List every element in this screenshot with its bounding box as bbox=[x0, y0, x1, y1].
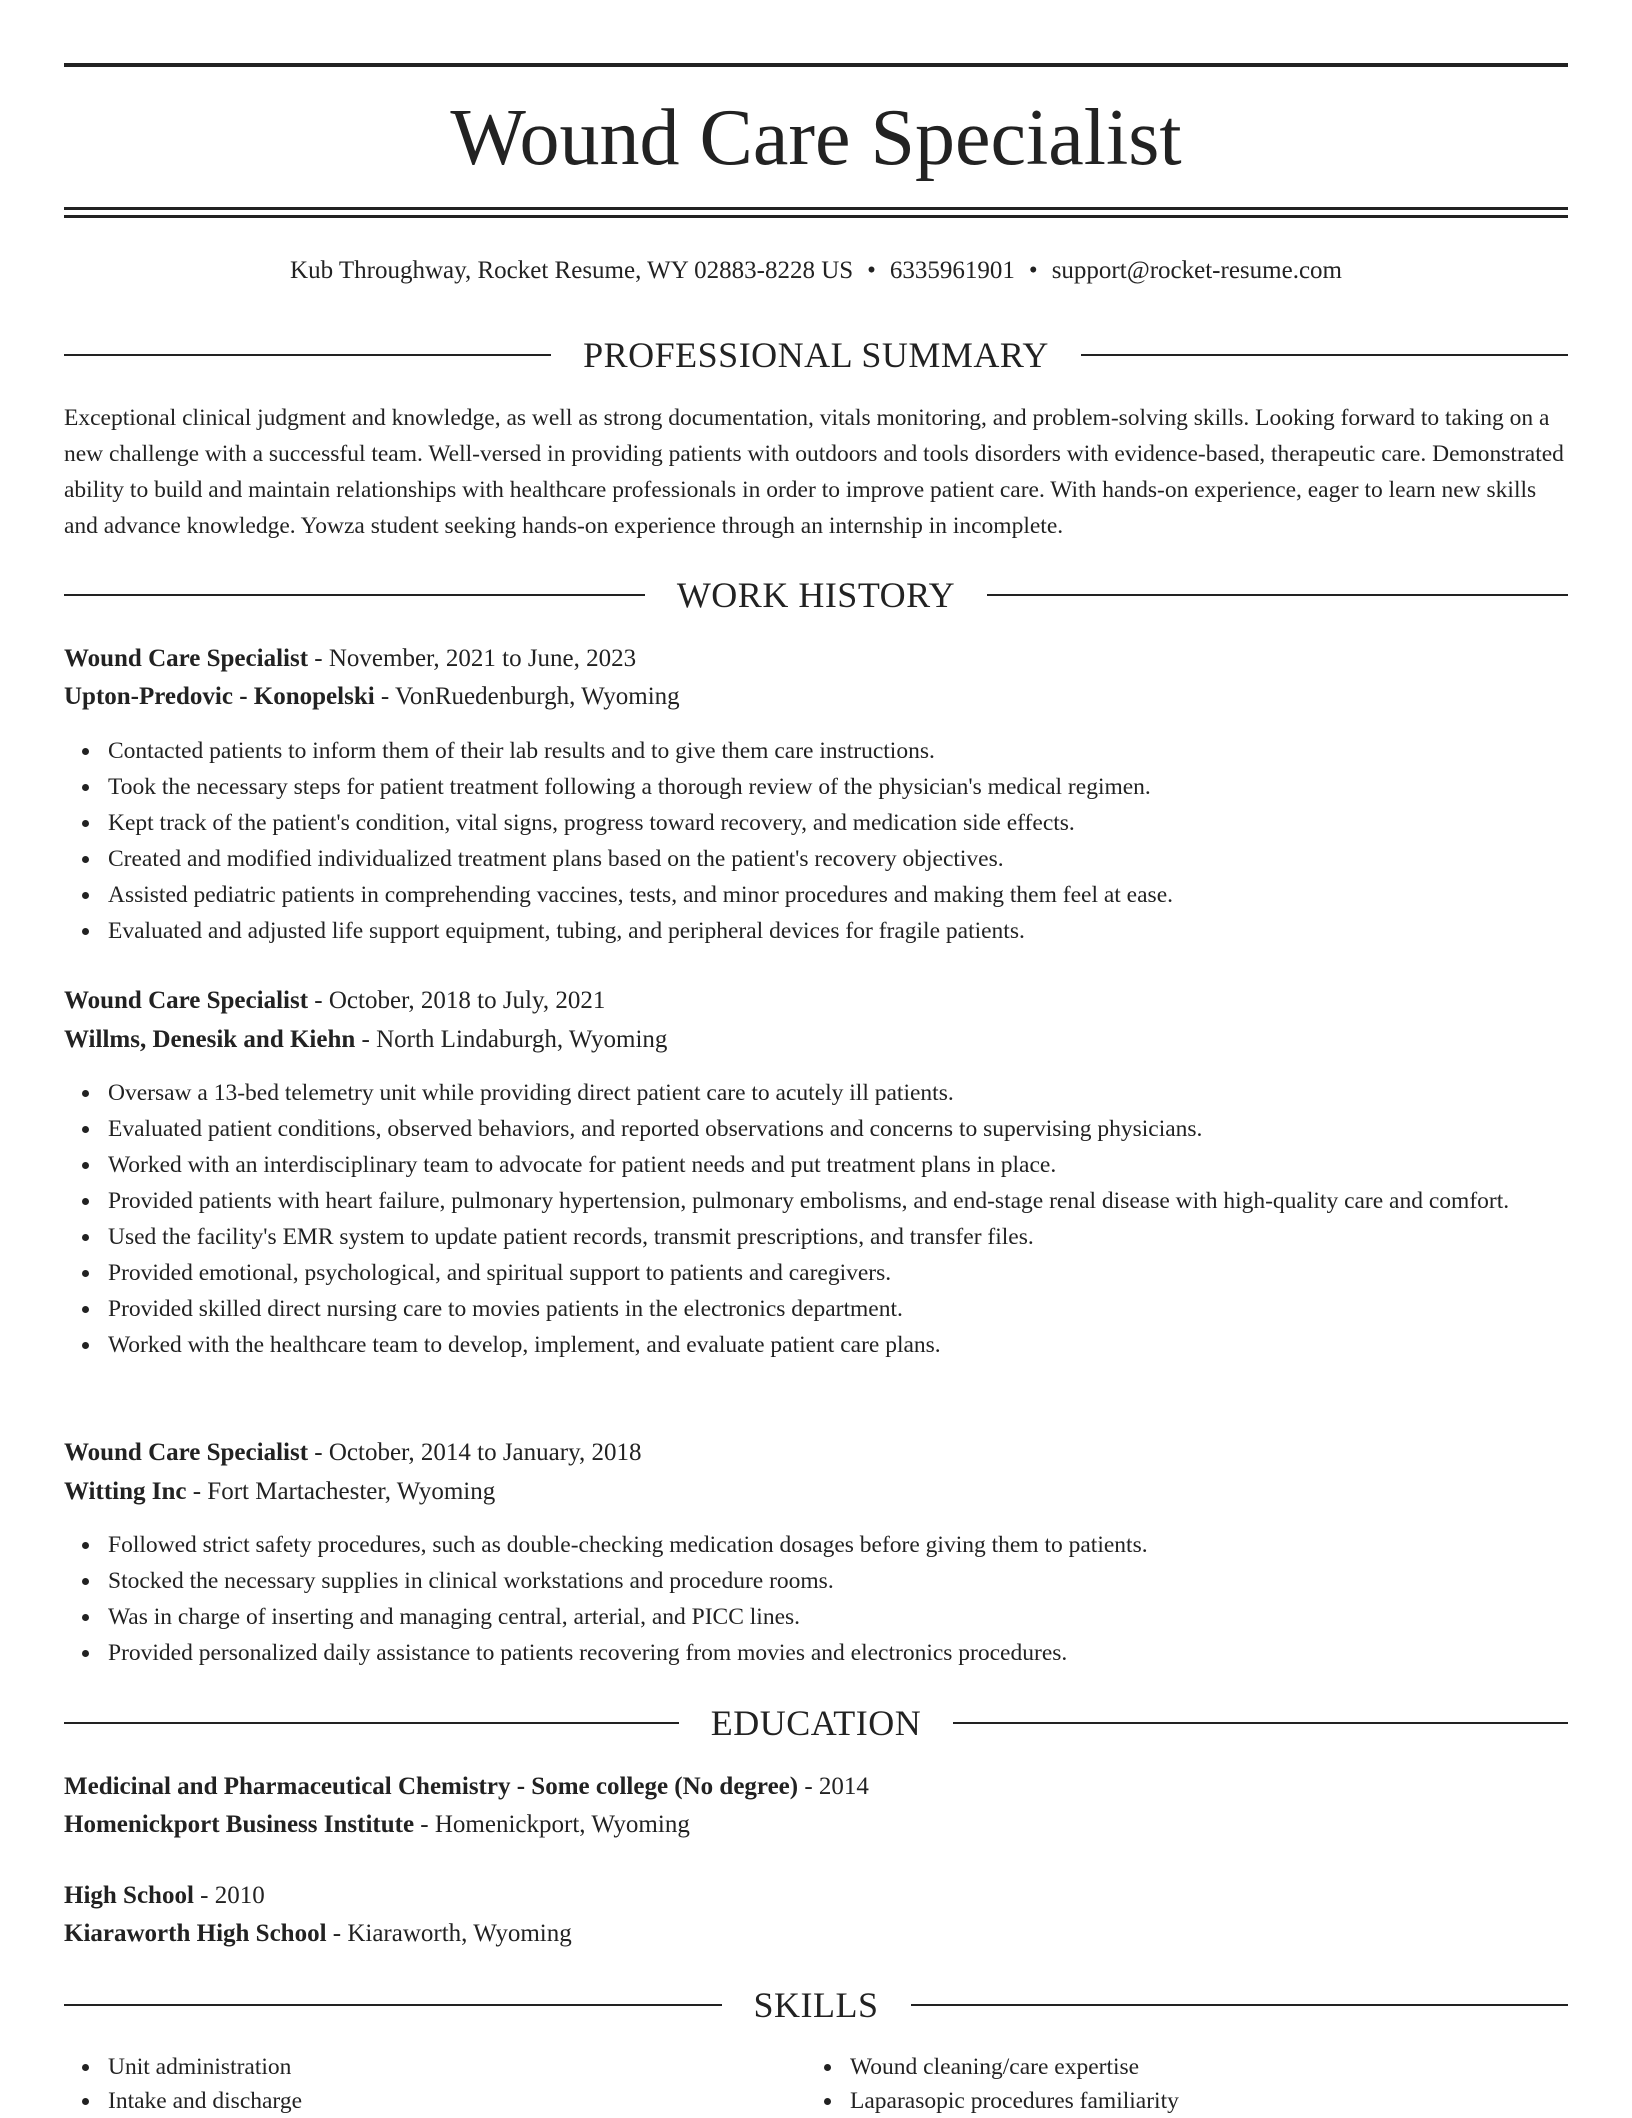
job-bullets bbox=[64, 1075, 1612, 1363]
section-title: SKILLS bbox=[753, 1985, 879, 2025]
education-year: - 2014 bbox=[798, 1773, 869, 1800]
header-top-rule bbox=[64, 63, 1568, 67]
list-item: Oversaw a 13-bed telemetry unit while providing direct patient care to acutely ill patients. bbox=[108, 1075, 1612, 1111]
job-company: Willms, Denesik and Kiehn bbox=[64, 1026, 356, 1053]
job-dates: - October, 2014 to January, 2018 bbox=[308, 1439, 642, 1466]
list-item: Created and modified individualized treatment plans based on the patient's recovery objectives. bbox=[108, 841, 1612, 877]
list-item: Kept track of the patient's condition, vital signs, progress toward recovery, and medication side effects. bbox=[108, 805, 1612, 841]
section-header-education bbox=[64, 1701, 1568, 1745]
job-location: - North Lindaburgh, Wyoming bbox=[355, 1026, 668, 1053]
section-divider bbox=[64, 1722, 679, 1724]
skills-list-left bbox=[64, 2050, 808, 2118]
job-title-line bbox=[64, 1435, 1568, 1471]
skill-item: Unit administration bbox=[108, 2050, 808, 2084]
job-company: Witting Inc bbox=[64, 1478, 187, 1505]
skill-item: Intake and discharge bbox=[108, 2084, 808, 2118]
section-header-summary bbox=[64, 333, 1568, 377]
contact-email: support@rocket-resume.com bbox=[1051, 257, 1342, 284]
education-year: - 2010 bbox=[193, 1882, 265, 1909]
section-header-work bbox=[64, 573, 1568, 617]
contact-line bbox=[64, 253, 1568, 289]
job-dates: - November, 2021 to June, 2023 bbox=[308, 645, 637, 672]
job-dates: - October, 2018 to July, 2021 bbox=[308, 987, 606, 1014]
education-location: - Homenickport, Wyoming bbox=[414, 1811, 690, 1838]
job-title-line bbox=[64, 983, 1568, 1019]
section-header-skills bbox=[64, 1983, 1568, 2027]
list-item: Took the necessary steps for patient treatment following a thorough review of the physician's medical regimen. bbox=[108, 769, 1612, 805]
list-item: Stocked the necessary supplies in clinical workstations and procedure rooms. bbox=[108, 1563, 1612, 1599]
list-item: Provided emotional, psychological, and spiritual support to patients and caregivers. bbox=[108, 1255, 1612, 1291]
job-title: Wound Care Specialist bbox=[64, 987, 309, 1014]
education-degree-line bbox=[64, 1878, 1568, 1914]
skill-item: Wound cleaning/care expertise bbox=[850, 2050, 1550, 2084]
job-company: Upton-Predovic - Konopelski bbox=[64, 683, 375, 710]
list-item: Provided personalized daily assistance to patients recovering from movies and electronics procedures. bbox=[108, 1635, 1612, 1671]
section-title: WORK HISTORY bbox=[676, 575, 956, 615]
education-location: - Kiaraworth, Wyoming bbox=[326, 1920, 572, 1947]
header-double-rule bbox=[64, 207, 1568, 218]
skill-item: Laparasopic procedures familiarity bbox=[850, 2084, 1550, 2118]
job-location: - VonRuedenburgh, Wyoming bbox=[374, 683, 680, 710]
list-item: Evaluated patient conditions, observed behaviors, and reported observations and concerns to supervising physicians. bbox=[108, 1111, 1612, 1147]
job-company-line bbox=[64, 1022, 1568, 1058]
list-item: Assisted pediatric patients in comprehending vaccines, tests, and minor procedures and making them feel at ease. bbox=[108, 877, 1612, 913]
section-divider bbox=[953, 1722, 1568, 1724]
education-degree: High School bbox=[64, 1882, 194, 1909]
education-school-line bbox=[64, 1916, 1568, 1952]
list-item: Provided patients with heart failure, pulmonary hypertension, pulmonary embolisms, and end-stage renal disease with high-quality care and comfort. bbox=[108, 1183, 1612, 1219]
job-location: - Fort Martachester, Wyoming bbox=[186, 1478, 496, 1505]
section-divider bbox=[64, 2004, 722, 2006]
education-degree: Medicinal and Pharmaceutical Chemistry - Some college (No degree) bbox=[64, 1773, 799, 1800]
list-item: Followed strict safety procedures, such as double-checking medication dosages before giving them to patients. bbox=[108, 1527, 1612, 1563]
list-item: Contacted patients to inform them of their lab results and to give them care instructions. bbox=[108, 733, 1612, 769]
contact-separator: • bbox=[1028, 257, 1038, 284]
job-bullets bbox=[64, 733, 1612, 949]
section-divider bbox=[911, 2004, 1569, 2006]
section-divider bbox=[1081, 354, 1568, 356]
education-degree-line bbox=[64, 1769, 1568, 1805]
section-divider bbox=[64, 354, 551, 356]
section-title: EDUCATION bbox=[710, 1703, 922, 1743]
education-school-line bbox=[64, 1807, 1568, 1843]
contact-separator: • bbox=[867, 257, 876, 284]
list-item: Provided skilled direct nursing care to movies patients in the electronics department. bbox=[108, 1291, 1612, 1327]
list-item: Used the facility's EMR system to update patient records, transmit prescriptions, and transfer files. bbox=[108, 1219, 1612, 1255]
education-school: Kiaraworth High School bbox=[64, 1920, 327, 1947]
resume-name: Wound Care Specialist bbox=[450, 94, 1182, 182]
contact-address: Kub Throughway, Rocket Resume, WY 02883-8228 US bbox=[290, 257, 854, 284]
contact-phone: 6335961901 bbox=[889, 257, 1015, 284]
job-company-line bbox=[64, 1474, 1568, 1510]
section-divider bbox=[64, 594, 645, 596]
list-item: Worked with the healthcare team to develop, implement, and evaluate patient care plans. bbox=[108, 1327, 1612, 1363]
job-title: Wound Care Specialist bbox=[64, 645, 309, 672]
list-item: Worked with an interdisciplinary team to advocate for patient needs and put treatment plans in place. bbox=[108, 1147, 1612, 1183]
job-title-line bbox=[64, 641, 1568, 677]
job-title: Wound Care Specialist bbox=[64, 1439, 309, 1466]
job-company-line bbox=[64, 679, 1568, 715]
section-title: PROFESSIONAL SUMMARY bbox=[583, 335, 1049, 375]
summary-text: Exceptional clinical judgment and knowledge, as well as strong documentation, vitals monitoring, and problem-solving skills. Looking forward to taking on a new challenge with a successful team. Well-versed in providing patients with outdoors and tools disorders with evidence-based, therapeutic care. Demonstrated ability to build and maintain relationships with healthcare professionals in order to improve patient care. With hands-on experience, eager to learn new skills and advance knowledge. Yowza student seeking hands-on experience through an internship in incomplete. bbox=[64, 405, 1564, 539]
list-item: Evaluated and adjusted life support equipment, tubing, and peripheral devices for fragile patients. bbox=[108, 913, 1612, 949]
list-item: Was in charge of inserting and managing central, arterial, and PICC lines. bbox=[108, 1599, 1612, 1635]
job-bullets bbox=[64, 1527, 1612, 1671]
skills-list-right bbox=[806, 2050, 1550, 2118]
section-divider bbox=[987, 594, 1568, 596]
education-school: Homenickport Business Institute bbox=[64, 1811, 415, 1838]
